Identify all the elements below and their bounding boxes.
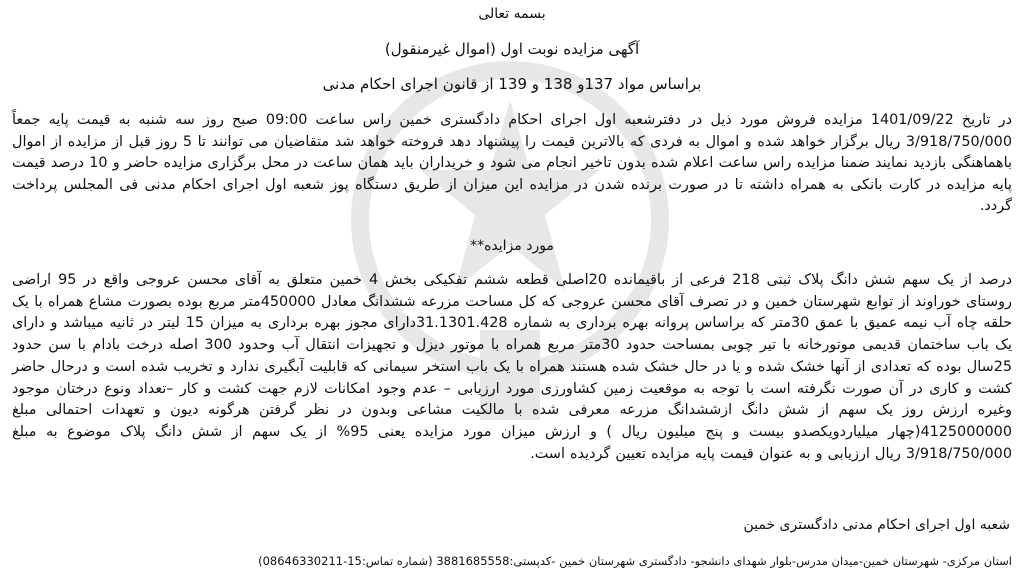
notice-title: آگهی مزایده نوبت اول (اموال غیرمنقول): [384, 40, 640, 58]
issuer-signature: شعبه اول اجرای احکام مدنی دادگستری خمین: [743, 517, 1010, 533]
item-description-paragraph: درصد از یک سهم شش دانگ پلاک ثبتی 218 فرعی از باقیمانده 20اصلی قطعه ششم تفکیکی بخش 4 خمین متعلق به آقای محسن عروجی واقع در 95 اراضی روستای خوراوند از توابع شهرستان خمین و در تصرف آقای محسن عروجی که کل مساحت مزرعه ششدانگ معادل 450000متر مربع بوده بصورت مشاع همراه با یک حلقه چاه آب نیمه عمیق با عمق 30متر که براساس پروانه بهره برداری به شماره 31.1301.428دارای مجوز بهره برداری به میزان 15 لیتر در ثانیه میباشد و دارای یک باب ساختمان قدیمی موتورخانه با تیر چوبی بمساحت حدود 30متر مربع همراه با موتور دیزل و تجهیزات انتقال آب وحدود 300 اصله درخت بادام با سن حدود 25سال بوده که تعدادی از آنها خشک شده و یا در حال خشک شده هستند همراه با یک باب استخر سیمانی که قابلیت آبگیری ندارد و تخریب شده است و درحال حاضر کشت و کاری در آن صورت نگرفته است با توجه به موقعیت زمین کشاورزی مورد ارزیابی – عدم وجود امکانات لازم جهت کشت و کار –تعداد ونوع درختان موجود وغیره ارزش روز یک سهم از شش دانگ ازششدانگ مزرعه معرفی شده با مالکیت مشاعی وبدون در نظر گرفتن هرگونه دیون و تعهدات احتمالی مبلغ 4125000000(چهار میلیاردویکصدو بیست و پنج میلیون ریال ) و ارزش میزان مورد مزایده یعنی 95% از یک سهم از شش دانگ پلاک موضوع به مبلغ 3/918/750/000 ریال ارزیابی و به عنوان قیمت پایه مزایده تعیین گردیده است.: [12, 272, 1013, 462]
intro-paragraph: در تاریخ 1401/09/22 مزایده فروش مورد ذیل در دفترشعبه اول اجرای احکام دادگستری خمین راس ساعت 09:00 صبح روز سه شنبه به قیمت پایه جمعاً 3/918/750/000 ریال برگزار خواهد شده و اموال به فردی که بالاترین قیمت را پیشنهاد دهد فروخته خواهد شد متقاضیان می توانند تا 5 روز قبل از مزایده از اموال باهماهنگی بازدید نمایند ضمنا مزایده راس ساعت اعلام شده بدون تاخیر انجام می شود و خریداران باید همان ساعت در محل برگزاری مزایده حاضر و 10 درصد قیمت پایه مزایده در کارت بانکی به همراه داشته تا در صورت برنده شدن در مزایده این میزان از طریق دستگاه پوز شعبه اول اجرای احکام مدنی فی المجلس پرداخت گردد.: [12, 112, 1013, 214]
auction-item-heading: مورد مزایده**: [470, 238, 554, 254]
footer-address: استان مرکزی- شهرستان خمین-میدان مدرس-بلوار شهدای دانشجو- دادگستری شهرستان خمین -کدپستی:3881685558 (شماره تماس:15-08646330211): [258, 554, 1012, 568]
legal-basis-line: براساس مواد 137و 138 و 139 از قانون اجرای احکام مدنی: [322, 75, 702, 93]
bismillah-heading: بسمه تعالی: [478, 6, 546, 22]
